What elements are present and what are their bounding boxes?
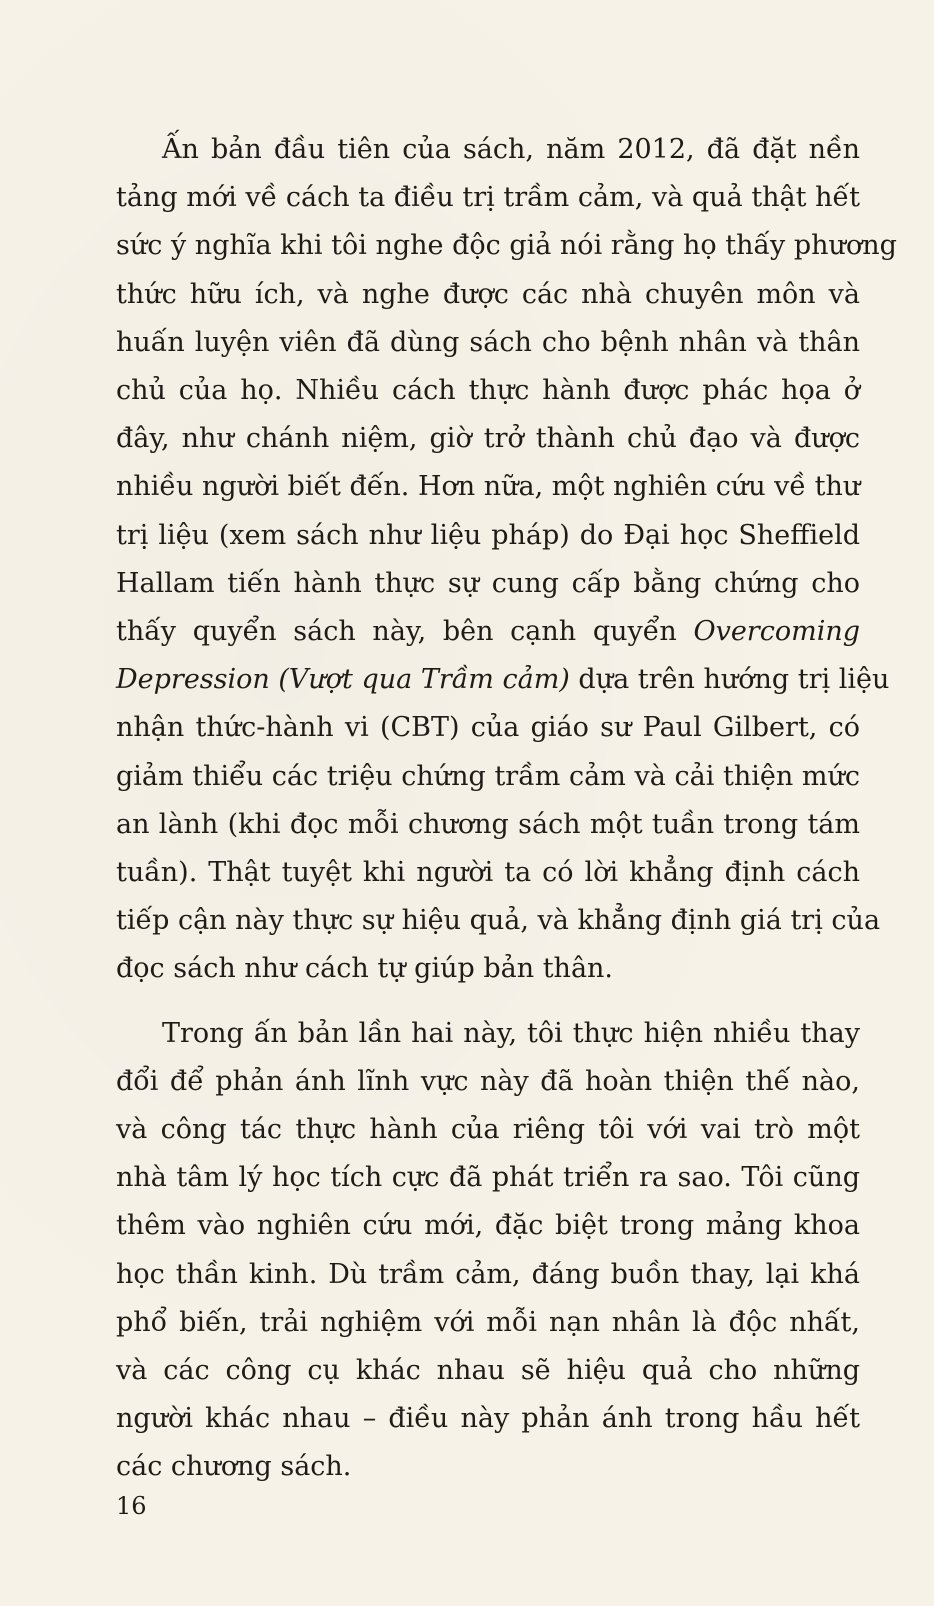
text-line: chủ của họ. Nhiều cách thực hành được phác họa ở: [116, 375, 860, 407]
text-line: người khác nhau – điều này phản ánh trong hầu hết: [116, 1403, 860, 1435]
text-line: [116, 656, 890, 704]
text-line: tiếp cận này thực sự hiệu quả, và khẳng định giá trị của: [116, 905, 881, 937]
text-segment: dựa trên hướng trị liệu: [569, 664, 890, 696]
text-line: nhà tâm lý học tích cực đã phát triển ra sao. Tôi cũng: [116, 1162, 860, 1194]
text-line: và các công cụ khác nhau sẽ hiệu quả cho những: [116, 1355, 860, 1387]
text-line: [116, 608, 860, 656]
text-line: đây, như chánh niệm, giờ trở thành chủ đạo và được: [116, 423, 860, 455]
text-line: tảng mới về cách ta điều trị trầm cảm, và quả thật hết: [116, 182, 860, 214]
page-number: 16: [116, 1492, 147, 1520]
text-line: trị liệu (xem sách như liệu pháp) do Đại học Sheffield: [116, 519, 860, 551]
text-line: huấn luyện viên đã dùng sách cho bệnh nhân và thân: [116, 326, 860, 358]
text-line: học thần kinh. Dù trầm cảm, đáng buồn thay, lại khá: [116, 1258, 860, 1290]
paragraph-2: [116, 1010, 860, 1492]
text-line: an lành (khi đọc mỗi chương sách một tuần trong tám: [116, 808, 860, 840]
text-line: Trong ấn bản lần hai này, tôi thực hiện nhiều thay: [162, 1017, 860, 1049]
body-text: [116, 126, 897, 1492]
text-line: đổi để phản ánh lĩnh vực này đã hoàn thiện thế nào,: [116, 1065, 860, 1097]
book-title-italic: Depression (Vượt qua Trầm cảm): [116, 664, 570, 696]
text-line: thức hữu ích, và nghe được các nhà chuyên môn và: [116, 278, 860, 310]
text-line: nhiều người biết đến. Hơn nữa, một nghiên cứu về thư: [116, 471, 861, 503]
text-line: và công tác thực hành của riêng tôi với vai trò một: [116, 1114, 860, 1146]
text-line: Ấn bản đầu tiên của sách, năm 2012, đã đặt nền: [162, 134, 860, 165]
text-segment: thấy quyển sách này, bên cạnh quyển: [116, 616, 694, 648]
text-line: các chương sách.: [116, 1451, 352, 1483]
text-line: thêm vào nghiên cứu mới, đặc biệt trong mảng khoa: [116, 1210, 860, 1242]
text-line: nhận thức-hành vi (CBT) của giáo sư Paul Gilbert, có: [116, 712, 860, 744]
text-line: đọc sách như cách tự giúp bản thân.: [116, 953, 614, 985]
text-line: giảm thiểu các triệu chứng trầm cảm và cải thiện mức: [116, 760, 860, 792]
text-line: sức ý nghĩa khi tôi nghe độc giả nói rằng họ thấy phương: [116, 230, 897, 262]
paragraph-1: [116, 126, 897, 994]
book-title-italic: Overcoming: [693, 616, 860, 648]
text-line: tuần). Thật tuyệt khi người ta có lời khẳng định cách: [116, 857, 860, 889]
text-line: Hallam tiến hành thực sự cung cấp bằng chứng cho: [116, 567, 860, 599]
text-line: phổ biến, trải nghiệm với mỗi nạn nhân là độc nhất,: [116, 1306, 860, 1338]
